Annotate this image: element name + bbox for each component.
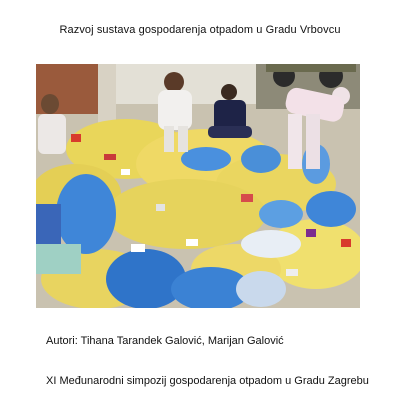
document-title: Razvoj sustava gospodarenja otpadom u Gradu Vrbovcu bbox=[59, 24, 341, 36]
authors-line: Autori: Tihana Tarandek Galović, Marijan Galović bbox=[46, 335, 284, 347]
waste-sorting-photo bbox=[36, 64, 360, 308]
symposium-line: XI Međunarodni simpozij gospodarenja otpadom u Gradu Zagrebu bbox=[46, 375, 369, 387]
